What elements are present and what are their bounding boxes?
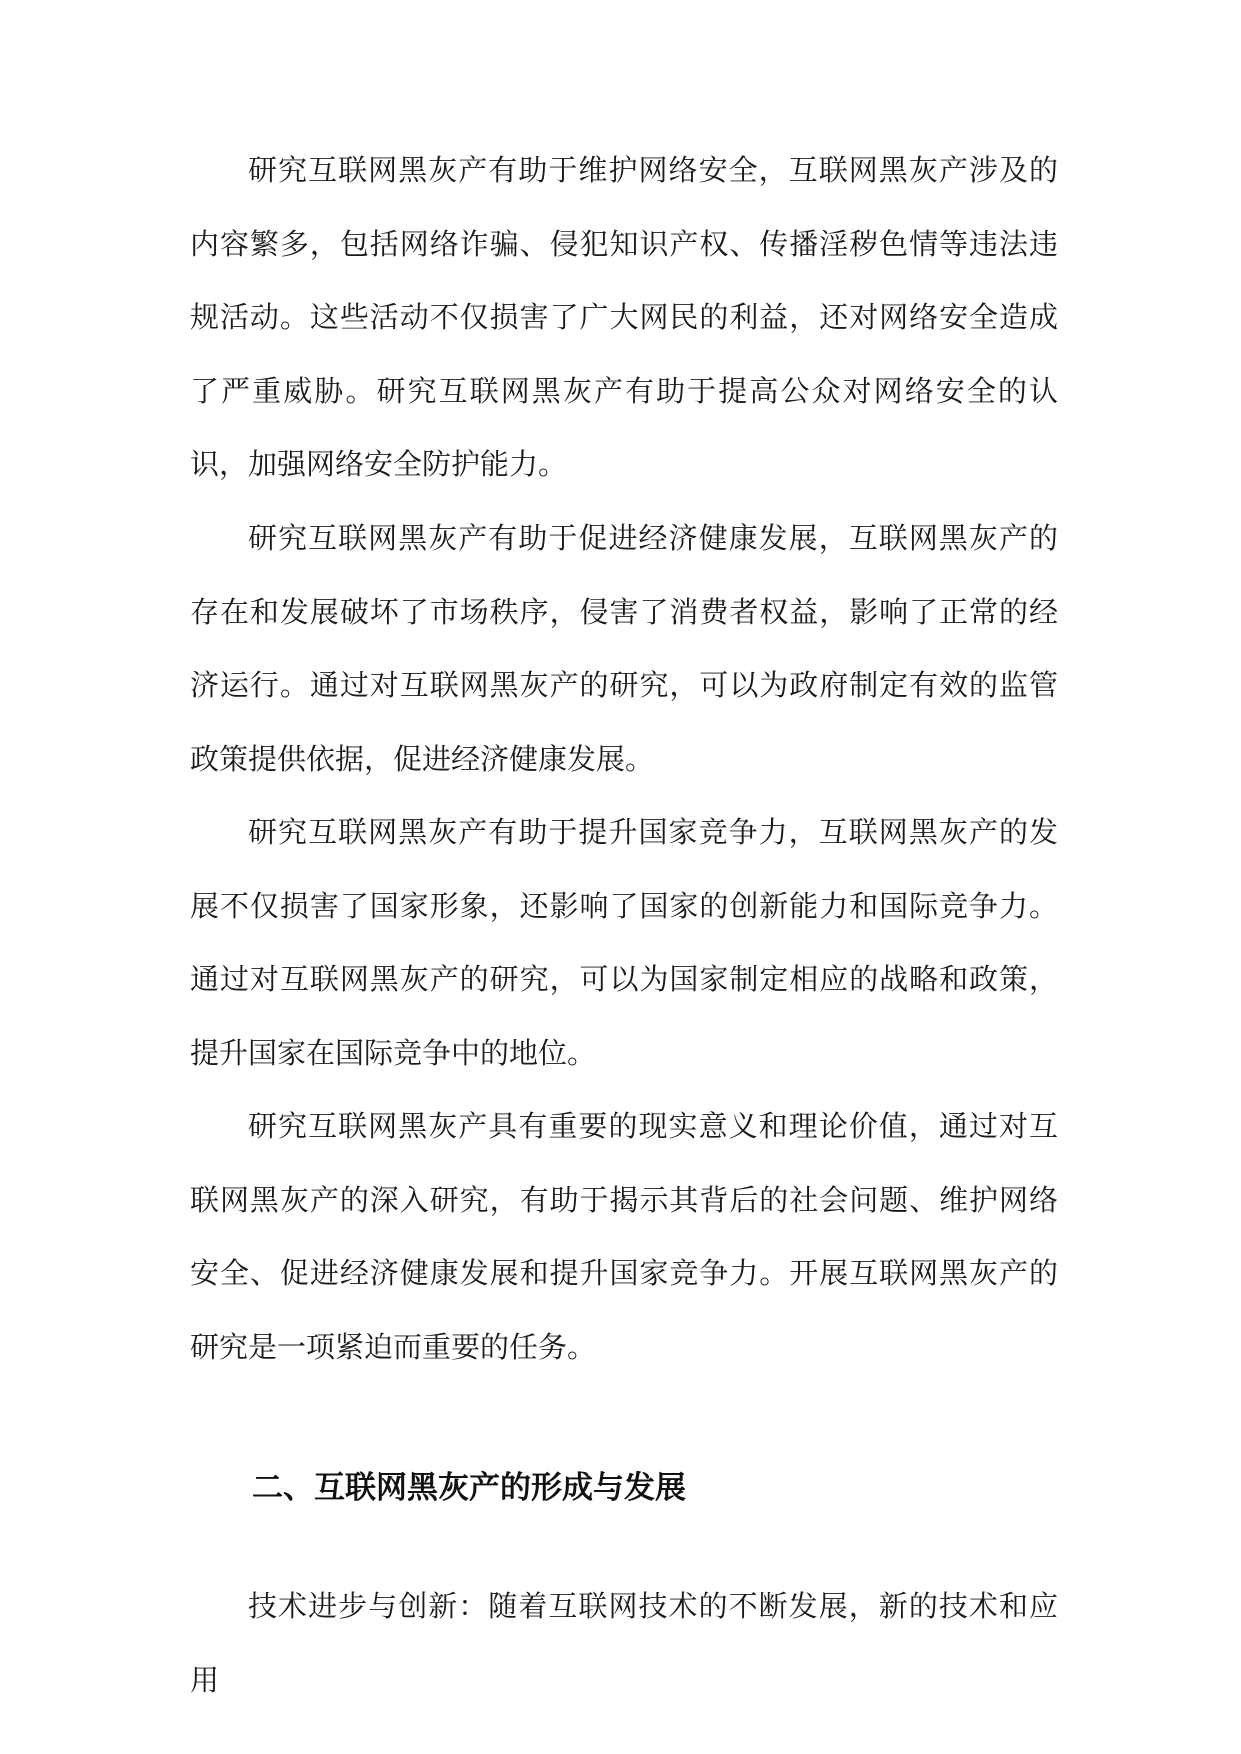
paragraph: 技术进步与创新：随着互联网技术的不断发展，新的技术和应用 bbox=[190, 1589, 1058, 1697]
paragraph: 研究互联网黑灰产有助于维护网络安全，互联网黑灰产涉及的内容繁多，包括网络诈骗、侵犯知识产权、传播淫秽色情等违法违规活动。这些活动不仅损害了广大网民的利益，还对网络安全造成了严重威胁。研究互联网黑灰产有助于提高公众对网络安全的认识，加强网络安全防护能力。 bbox=[190, 153, 1058, 481]
paragraph: 研究互联网黑灰产有助于促进经济健康发展，互联网黑灰产的存在和发展破坏了市场秩序，侵害了消费者权益，影响了正常的经济运行。通过对互联网黑灰产的研究，可以为政府制定有效的监管政策提供依据，促进经济健康发展。 bbox=[190, 521, 1058, 776]
paragraph: 研究互联网黑灰产有助于提升国家竞争力，互联网黑灰产的发展不仅损害了国家形象，还影响了国家的创新能力和国际竞争力。通过对互联网黑灰产的研究，可以为国家制定相应的战略和政策，提升国家在国际竞争中的地位。 bbox=[190, 815, 1058, 1070]
paragraph: 研究互联网黑灰产具有重要的现实意义和理论价值，通过对互联网黑灰产的深入研究，有助于揭示其背后的社会问题、维护网络安全、促进经济健康发展和提升国家竞争力。开展互联网黑灰产的研究是一项紧迫而重要的任务。 bbox=[190, 1109, 1058, 1364]
section-heading: 二、互联网黑灰产的形成与发展 bbox=[252, 1470, 686, 1506]
